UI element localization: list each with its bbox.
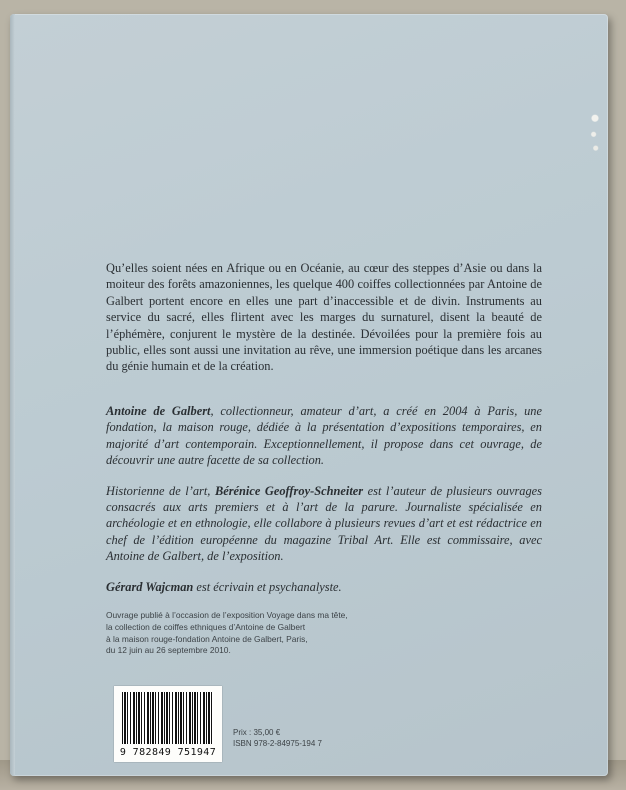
barcode-bars — [122, 692, 214, 744]
bio-wajcman-text: est écrivain et psychanalyste. — [193, 579, 342, 594]
bio-galbert-text: , collectionneur, amateur d’art, a créé en 2004 à Paris, une fondation, la maison rouge, dédiée à la présentation d’expositions temporaires, en majorité d’art contemporain. Exceptionnellement, il propose dans cet ouvrage, de découvrir une autre facette de sa collection. — [106, 404, 543, 468]
publication-note-line: Ouvrage publié à l’occasion de l’exposition Voyage dans ma tête, — [106, 610, 348, 620]
cover-wear-marks — [588, 109, 602, 155]
bio-galbert — [106, 403, 542, 469]
price-isbn-block — [233, 727, 322, 749]
publication-note — [106, 610, 436, 657]
bio-wajcman — [106, 579, 542, 595]
cover-spine-edge — [10, 14, 15, 776]
publication-note-line: la collection de coiffes ethniques d’Antoine de Galbert — [106, 621, 306, 632]
isbn-label: ISBN 978-2-84975-194 7 — [233, 739, 322, 748]
intro-paragraph: Qu’elles soient nées en Afrique ou en Océanie, au cœur des steppes d’Asie ou dans la moiteur des forêts amazoniennes, les quelque 400 coiffes collectionnées par Antoine de Galbert portent encore en elles une part d’inaccessible et de divin. Instruments au service du sacré, elles flirtent avec les marges du surnaturel, disent la beauté de l’éphémère, conjurent le mystère de la destinée. Dévoilées pour la première fois au public, elles sont aussi une invitation au rêve, une immersion poétique dans les arcanes du génie humain et de la création. — [106, 261, 542, 374]
bio-geoffroy-text: est l’auteur de plusieurs ouvrages consacrés aux arts premiers et à l’art de la parure. Journaliste spécialisée en archéologie et en ethnologie, elle collabore à plusieurs revues d’art et est rédactrice en chef de l’édition européenne du magazine Tribal Art. Elle est commissaire, avec Antoine de Galbert, de l’exposition. — [106, 483, 542, 564]
author-name-galbert: Antoine de Galbert — [106, 404, 211, 418]
barcode — [114, 686, 222, 762]
book-back-cover — [10, 14, 608, 776]
bio-geoffroy-schneiter — [106, 483, 542, 565]
author-name-geoffroy-schneiter: Bérénice Geoffroy-Schneiter — [214, 483, 364, 498]
publication-note-line: à la maison rouge-fondation Antoine de Galbert, Paris, — [106, 633, 308, 644]
author-bios — [106, 403, 542, 609]
price-label: Prix : 35,00 € — [233, 728, 281, 737]
bio-geoffroy-prefix: Historienne de l’art, — [106, 483, 215, 498]
author-name-wajcman: Gérard Wajcman — [106, 579, 194, 594]
publication-note-line: du 12 juin au 26 septembre 2010. — [106, 645, 231, 656]
barcode-number: 9 782849 751947 — [119, 747, 217, 758]
